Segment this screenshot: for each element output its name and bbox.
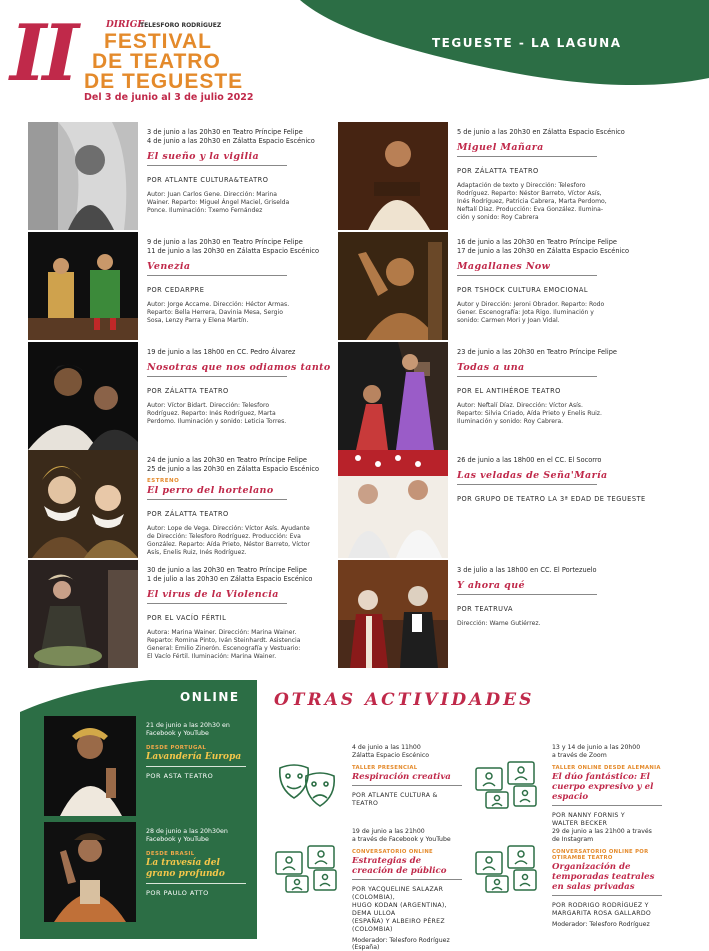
event-credits-line: El Vacío Fértil. Iluminación: Marina Wainer.	[147, 653, 277, 660]
event-schedule-line: 1 de julio a las 20h30 en Zálatta Espacio Escénico	[147, 575, 313, 583]
activity-moderator: Moderador: Telesforo Rodríguez (España)	[352, 937, 450, 951]
activity-info	[552, 828, 664, 928]
event-photo-art	[338, 232, 448, 340]
activity-info	[352, 744, 464, 808]
activity-company	[352, 886, 464, 934]
activity-title: Estrategias de creación de público	[352, 856, 462, 880]
event-schedule-line: 16 de junio a las 20h30 en Teatro Príncipe Felipe	[457, 238, 617, 246]
event-company: POR CEDARPRE	[147, 286, 205, 294]
event-credits-line: Autor: Juan Carlos Gene. Dirección: Marina	[147, 191, 277, 198]
event-credits	[147, 402, 339, 426]
online-event-tag: DESDE PORTUGAL	[146, 745, 207, 751]
activity-schedule-line: 29 de junio a las 21h00 a través	[552, 828, 652, 835]
event-schedule-line: 17 de junio a las 20h30 en Zálatta Espacio Escénico	[457, 247, 630, 255]
online-event-photo	[44, 822, 136, 922]
activity-title: El dúo fantástico: El cuerpo expresivo y el espacio	[552, 772, 662, 806]
event-photo-art	[338, 122, 448, 230]
event-company: POR TSHOCK CULTURA EMOCIONAL	[457, 286, 589, 294]
event-info	[457, 456, 649, 503]
festival-dates: Del 3 de junio al 3 de julio 2022	[84, 92, 254, 103]
activity-schedule-line: 13 y 14 de junio a las 20h00	[552, 744, 641, 751]
event-credits-line: Adaptación de texto y Dirección: Telesforo	[457, 182, 586, 189]
event-schedule-line: 19 de junio a las 18h00 en CC. Pedro Álvarez	[147, 348, 296, 356]
activity-tag: CONVERSATORIO ONLINE	[352, 849, 433, 855]
activity-title: Organización de temporadas teatrales en salas privadas	[552, 862, 662, 896]
online-event-title: Lavandería Europa	[146, 752, 246, 767]
event-schedule-line: 3 de julio a las 18h00 en CC. El Portezuelo	[457, 566, 597, 574]
event-photo-art	[338, 450, 448, 558]
activity-schedule-line: a través de Zoom	[552, 752, 607, 759]
online-event-info	[146, 828, 254, 897]
online-event-schedule-line: 21 de junio a las 20h30 en	[146, 722, 230, 729]
online-event-company: POR ASTA TEATRO	[146, 772, 214, 780]
event-credits-line: Perdomo. Iluminación y sonido: Leticia Torres.	[147, 418, 287, 425]
event-card	[28, 232, 338, 340]
online-event-card	[44, 822, 254, 922]
event-credits	[147, 191, 339, 215]
event-card	[338, 122, 648, 230]
event-info	[457, 566, 649, 628]
event-title: Y ahora qué	[457, 580, 597, 595]
event-card	[338, 232, 648, 340]
video-call-icon	[474, 758, 540, 810]
event-photo-art	[28, 122, 138, 230]
event-info	[457, 128, 649, 222]
activity-schedule-line: de Instagram	[552, 836, 594, 843]
activity-company-line: POR RODRIGO RODRÍGUEZ Y	[552, 902, 649, 909]
event-photo	[28, 450, 138, 558]
event-info	[457, 238, 649, 325]
event-credits-line: Autor: Jorge Accame. Dirección: Héctor Armas.	[147, 301, 290, 308]
event-card	[338, 450, 648, 558]
other-activities-title: OTRAS ACTIVIDADES	[274, 690, 535, 710]
event-info	[457, 348, 649, 426]
event-photo	[338, 122, 448, 230]
event-photo	[28, 232, 138, 340]
activity-company-line: HUGO KODAN (ARGENTINA), DEMA ULLOA	[352, 902, 447, 917]
event-credits-line: Iluminación y sonido: Roy Cabrera.	[457, 418, 564, 425]
online-event-company: POR PAULO ATTO	[146, 889, 209, 897]
event-credits-line: Autor: Neftalí Díaz. Dirección: Víctor Asís.	[457, 402, 583, 409]
event-card	[28, 122, 338, 230]
edition-roman-numeral: II	[10, 8, 75, 99]
online-event-schedule-line: Facebook y YouTube	[146, 836, 209, 843]
event-credits-line: Inés Rodríguez, Patricia Cabrera, Marta Perdomo,	[457, 198, 607, 205]
online-event-photo	[44, 716, 136, 816]
online-event-card	[44, 716, 254, 816]
event-company: POR ZÁLATTA TEATRO	[147, 510, 229, 518]
event-title: Magallanes Now	[457, 261, 597, 276]
event-schedule-line: 4 de junio a las 20h30 en Zálatta Espacio Escénico	[147, 137, 315, 145]
event-card	[28, 342, 338, 450]
event-credits-line: Dirección: Wame Gutiérrez.	[457, 620, 541, 627]
event-photo	[338, 232, 448, 340]
event-credits-line: Rodríguez. Reparto: Néstor Barreto, Víctor Asís,	[457, 190, 602, 197]
event-title: Venezia	[147, 261, 287, 276]
event-info	[147, 566, 339, 661]
event-credits-line: Gener. Escenografía: Jota Rigo. Iluminación y	[457, 309, 594, 316]
activity-card	[274, 744, 464, 834]
event-title: El perro del hortelano	[147, 485, 287, 500]
activity-schedule-line: 4 de junio a las 11h00	[352, 744, 421, 751]
event-credits-line: Autora: Marina Wainer. Dirección: Marina Wainer.	[147, 629, 297, 636]
online-event-schedule-line: Facebook y YouTube	[146, 730, 209, 737]
activity-tag: TALLER PRESENCIAL	[352, 765, 418, 771]
event-company: POR ATLANTE CULTURA&TEATRO	[147, 176, 269, 184]
online-section-title: ONLINE	[180, 690, 240, 704]
event-tag: ESTRENO	[147, 478, 180, 484]
activity-company	[552, 902, 664, 918]
event-credits-line: Reparto: Bella Herrera, Davinia Mesa, Sergio	[147, 309, 283, 316]
event-company: POR TEATRUVA	[457, 605, 514, 613]
event-schedule-line: 5 de junio a las 20h30 en Zálatta Espacio Escénico	[457, 128, 625, 136]
event-company: POR ZÁLATTA TEATRO	[147, 387, 229, 395]
event-credits-line: Reparto: Romina Pinto, Iván Steinhardt. Asistencia	[147, 637, 301, 644]
event-info	[147, 128, 339, 215]
event-title: Todas a una	[457, 362, 597, 377]
event-credits	[147, 525, 339, 557]
event-credits-line: de Dirección: Telesforo Rodríguez. Producción: Eva	[147, 533, 301, 540]
event-credits	[147, 629, 339, 661]
activity-tag: CONVERSATORIO ONLINE POR OTIRAMBE TEATRO	[552, 849, 649, 861]
festival-title-line-3: DE TEGUESTE	[84, 70, 244, 93]
online-event-schedule-line: 28 de junio a las 20h30en	[146, 828, 228, 835]
activity-company-line: POR YACQUELINE SALAZAR (COLOMBIA),	[352, 886, 444, 901]
event-company: POR GRUPO DE TEATRO LA 3ª EDAD DE TEGUESTE	[457, 495, 646, 503]
event-card	[338, 560, 648, 668]
event-credits	[457, 620, 649, 628]
event-photo-art	[28, 560, 138, 668]
activity-company-line: MARGARITA ROSA GALLARDO	[552, 910, 652, 917]
event-credits-line: Autor: Lope de Vega. Dirección: Víctor Asís. Ayudante	[147, 525, 310, 532]
event-company: POR EL VACÍO FÉRTIL	[147, 614, 227, 622]
event-credits-line: Neftalí Díaz. Producción: Eva González. Ilumina-	[457, 206, 604, 213]
online-event-info	[146, 722, 254, 780]
event-credits-line: Reparto: Silvia Criado, Aída Prieto y Enelis Ruiz.	[457, 410, 602, 417]
festival-header	[0, 0, 709, 118]
event-credits-line: Wainer. Reparto: Miguel Ángel Maciel, Griselda	[147, 199, 290, 206]
event-photo-art	[338, 560, 448, 668]
event-schedule-line: 26 de junio a las 18h00 en el CC. El Socorro	[457, 456, 602, 464]
activity-company-line: POR ATLANTE CULTURA & TEATRO	[352, 792, 438, 807]
online-event-tag: DESDE BRASIL	[146, 851, 195, 857]
event-schedule-line: 11 de junio a las 20h30 en Zálatta Espacio Escénico	[147, 247, 320, 255]
event-title: El virus de la Violencia	[147, 589, 287, 604]
event-credits-line: ción y sonido: Roy Cabrera	[457, 214, 539, 221]
online-event-photo-art	[44, 716, 136, 816]
online-event-photo-art	[44, 822, 136, 922]
festival-location: TEGUESTE - LA LAGUNA	[432, 36, 622, 50]
activity-company-line: (ESPAÑA) Y ALBEIRO PÉREZ (COLOMBIA)	[352, 918, 445, 933]
activity-schedule-line: 19 de junio a las 21h00	[352, 828, 425, 835]
activity-schedule-line: a través de Facebook y YouTube	[352, 836, 451, 843]
event-info	[147, 348, 339, 426]
event-photo	[338, 450, 448, 558]
event-title: Nosotras que nos odiamos tanto	[147, 362, 287, 377]
event-credits	[147, 301, 339, 325]
event-credits	[457, 182, 649, 222]
event-schedule-line: 9 de junio a las 20h30 en Teatro Príncipe Felipe	[147, 238, 303, 246]
activity-info	[352, 828, 464, 951]
event-info	[147, 456, 339, 557]
event-schedule-line: 25 de junio a las 20h30 en Zálatta Espacio Escénico	[147, 465, 320, 473]
event-company: POR ZÁLATTA TEATRO	[457, 167, 539, 175]
festival-title-line-2: DE TEATRO	[92, 50, 221, 73]
video-call-icon	[274, 842, 340, 894]
event-photo-art	[28, 450, 138, 558]
activity-tag: TALLER ONLINE DESDE ALEMANIA	[552, 765, 661, 771]
event-card	[338, 342, 648, 450]
event-photo	[28, 560, 138, 668]
activity-title: Respiración creativa	[352, 772, 462, 786]
event-schedule-line: 23 de junio a las 20h30 en Teatro Príncipe Felipe	[457, 348, 617, 356]
event-title: Miguel Mañara	[457, 142, 597, 157]
event-photo	[338, 560, 448, 668]
event-credits-line: González. Reparto: Aída Prieto, Néstor Barreto, Víctor	[147, 541, 310, 548]
activity-company	[552, 812, 664, 828]
event-credits-line: Asís, Enelis Ruiz, Inés Rodríguez.	[147, 549, 247, 556]
event-schedule-line: 30 de junio a las 20h30 en Teatro Príncipe Felipe	[147, 566, 307, 574]
event-credits-line: General: Emilio Zinerón. Escenografía y Vestuario:	[147, 645, 301, 652]
activity-company-line: POR NANNY FORNIS Y	[552, 812, 625, 819]
activity-moderator: Moderador: Telesforo Rodríguez	[552, 921, 650, 928]
event-card	[28, 560, 338, 668]
event-photo-art	[28, 342, 138, 450]
event-photo	[338, 342, 448, 450]
event-credits	[457, 402, 649, 426]
activity-card	[274, 828, 464, 951]
event-credits	[457, 301, 649, 325]
event-credits-line: Autor y Dirección: Jeroni Obrador. Reparto: Rodo	[457, 301, 605, 308]
activity-company-line: WALTER BECKER	[552, 820, 608, 827]
event-info	[147, 238, 339, 325]
event-card	[28, 450, 338, 558]
theater-masks-icon	[274, 758, 340, 810]
event-photo-art	[28, 232, 138, 340]
event-credits-line: Ponce. Iluminación: Txemo Fernández	[147, 207, 263, 214]
event-title: El sueño y la vigilia	[147, 151, 287, 166]
event-schedule-line: 3 de junio a las 20h30 en Teatro Príncipe Felipe	[147, 128, 303, 136]
event-credits-line: sonido: Carmen Mori y Joan Vidal.	[457, 317, 560, 324]
event-company: POR EL ANTIHÉROE TEATRO	[457, 387, 561, 395]
event-schedule-line: 24 de junio a las 20h30 en Teatro Príncipe Felipe	[147, 456, 307, 464]
activity-company	[352, 792, 464, 808]
event-photo	[28, 342, 138, 450]
activity-card	[474, 828, 664, 928]
festival-title-line-1: FESTIVAL	[104, 30, 212, 53]
activity-schedule-line: Zálatta Espacio Escénico	[352, 752, 430, 759]
event-credits-line: Autor: Víctor Bidart. Dirección: Telesforo	[147, 402, 270, 409]
online-event-title: La travesía del grano profundo	[146, 858, 246, 884]
edition-director-name: TELESFORO RODRÍGUEZ	[140, 22, 222, 29]
event-photo	[28, 122, 138, 230]
event-title: Las veladas de Seña'María	[457, 470, 597, 485]
video-call-icon	[474, 842, 540, 894]
edition-direction-label: DIRIGE	[106, 20, 145, 30]
event-photo-art	[338, 342, 448, 450]
event-credits-line: Rodríguez. Reparto: Inés Rodríguez, Marta	[147, 410, 276, 417]
activity-card	[474, 744, 664, 834]
event-credits-line: Sosa, Lenzy Parra y Elena Martín.	[147, 317, 249, 324]
online-section	[20, 680, 257, 939]
activity-info	[552, 744, 664, 828]
